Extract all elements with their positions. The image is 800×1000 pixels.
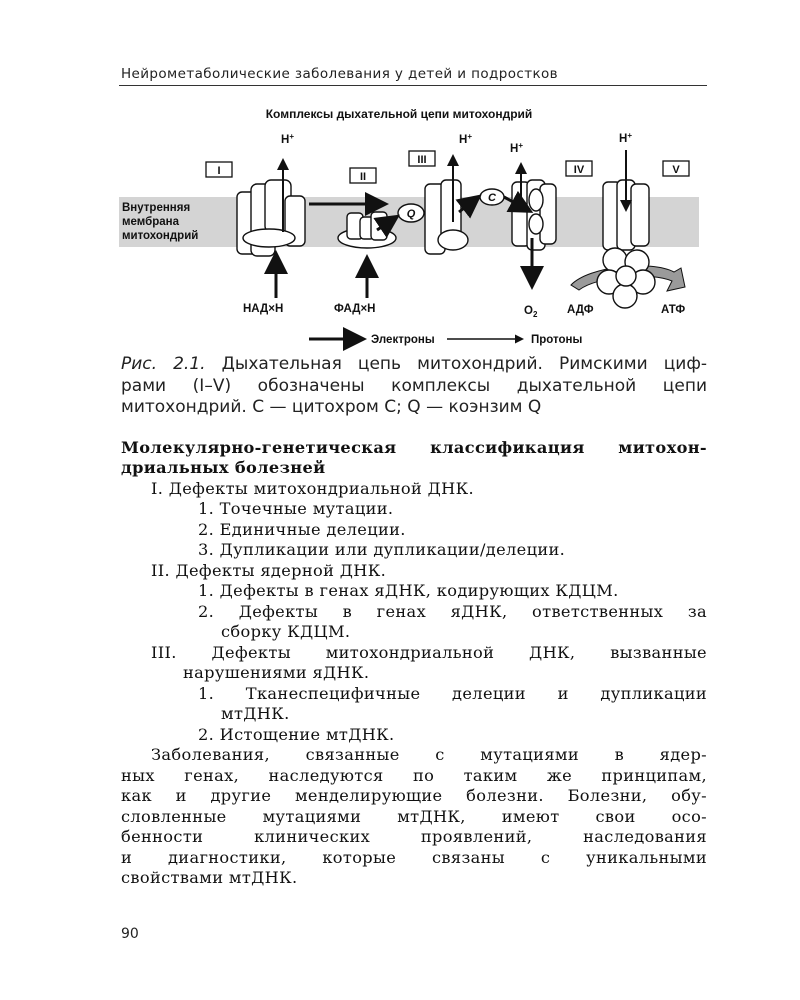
complex-v-head <box>597 248 655 308</box>
figure-title: Комплексы дыхательной цепи митохондрий <box>265 107 533 121</box>
caption-line-3: митохондрий. С — цитохром С; Q — коэнзим Q <box>121 397 542 417</box>
list-item: 2. Истощение мтДНК. <box>198 725 395 744</box>
paragraph-line: свойствами мтДНК. <box>121 868 298 887</box>
paragraph-line: словленные мутациями мтДНК, имеют свои осо- <box>121 807 707 826</box>
complex-i-shape <box>237 180 305 256</box>
paragraph-line: Заболевания, связанные с мутациями в ядер- <box>151 745 707 764</box>
paragraph-line: бенности клинических проявлений, наследования <box>121 827 707 846</box>
list-item: I. Дефекты митохондриальной ДНК. <box>151 479 475 498</box>
section-heading-line-2: дриальных болезней <box>121 458 326 477</box>
svg-text:Q: Q <box>406 208 416 220</box>
list-item: 1. Тканеспецифичные делеции и дупликации <box>198 684 707 703</box>
respiratory-chain-figure <box>119 100 709 355</box>
complex-label-ii <box>350 168 376 183</box>
list-item: сборку КДЦМ. <box>221 622 351 641</box>
paragraph-line: и диагностики, которые связаны с уникальными <box>121 848 707 867</box>
list-item: 2. Единичные делеции. <box>198 520 406 539</box>
proton-label-iii: H+ <box>459 132 472 146</box>
adp-label: АДФ <box>567 304 594 316</box>
list-item: 1. Точечные мутации. <box>198 499 394 518</box>
figure-caption <box>121 354 707 419</box>
o2-label: $O_2$ <box>524 305 538 319</box>
list-item: 3. Дупликации или дупликации/делеции. <box>198 540 566 559</box>
list-item: мтДНК. <box>221 704 290 723</box>
membrane-label-3: митохондрий <box>122 230 199 242</box>
svg-text:II: II <box>359 171 367 183</box>
cytochrome-c <box>480 189 504 205</box>
caption-label: Рис. 2.1. <box>121 354 206 374</box>
header-rule <box>119 85 707 86</box>
svg-text:V: V <box>672 164 680 176</box>
complex-label-i <box>206 162 232 177</box>
list-item: 2. Дефекты в генах яДНК, ответственных за <box>198 602 707 621</box>
nadh-label: НАД×Н <box>243 303 284 315</box>
proton-label-iv: H+ <box>510 141 523 155</box>
legend-electrons-label: Электроны <box>371 334 435 346</box>
fadh-label: ФАД×Н <box>334 303 376 315</box>
svg-text:C: C <box>488 192 496 204</box>
list-item: II. Дефекты ядерной ДНК. <box>151 561 387 580</box>
proton-label-i: H+ <box>281 132 294 146</box>
coenzyme-q <box>398 204 424 222</box>
svg-text:I: I <box>217 165 221 177</box>
legend-protons-label: Протоны <box>531 334 583 346</box>
svg-text:IV: IV <box>573 164 585 176</box>
caption-line-2: рами (I–V) обозначены комплексы дыхательной цепи <box>121 375 707 396</box>
proton-label-v: H+ <box>619 131 632 145</box>
page-number: 90 <box>121 926 139 942</box>
complex-label-iv <box>566 161 592 176</box>
complex-iii-shape <box>425 180 468 254</box>
list-item: III. Дефекты митохондриальной ДНК, вызванные <box>151 643 707 662</box>
complex-iv-shape <box>512 180 556 250</box>
caption-line-1: Рис. 2.1. Дыхательная цепь митохондрий. Римскими циф- <box>121 354 708 374</box>
svg-text:III: III <box>417 154 427 166</box>
section-heading-line-1: Молекулярно-генетическая классификация митохон- <box>121 438 707 457</box>
complex-label-iii <box>409 151 435 166</box>
list-item: 1. Дефекты в генах яДНК, кодирующих КДЦМ. <box>198 581 619 600</box>
membrane-label-1: Внутренняя <box>122 202 191 214</box>
list-item: нарушениями яДНК. <box>183 663 370 682</box>
complex-ii-shape <box>338 212 396 248</box>
running-head: Нейрометаболические заболевания у детей и подростков <box>121 66 559 82</box>
paragraph-line: как и другие менделирующие болезни. Болезни, обу- <box>121 786 707 805</box>
paragraph-line: ных генах, наследуются по таким же принципам, <box>121 766 707 785</box>
complex-label-v <box>663 161 689 176</box>
atp-label: АТФ <box>661 304 686 316</box>
membrane-label-2: мембрана <box>122 216 179 228</box>
